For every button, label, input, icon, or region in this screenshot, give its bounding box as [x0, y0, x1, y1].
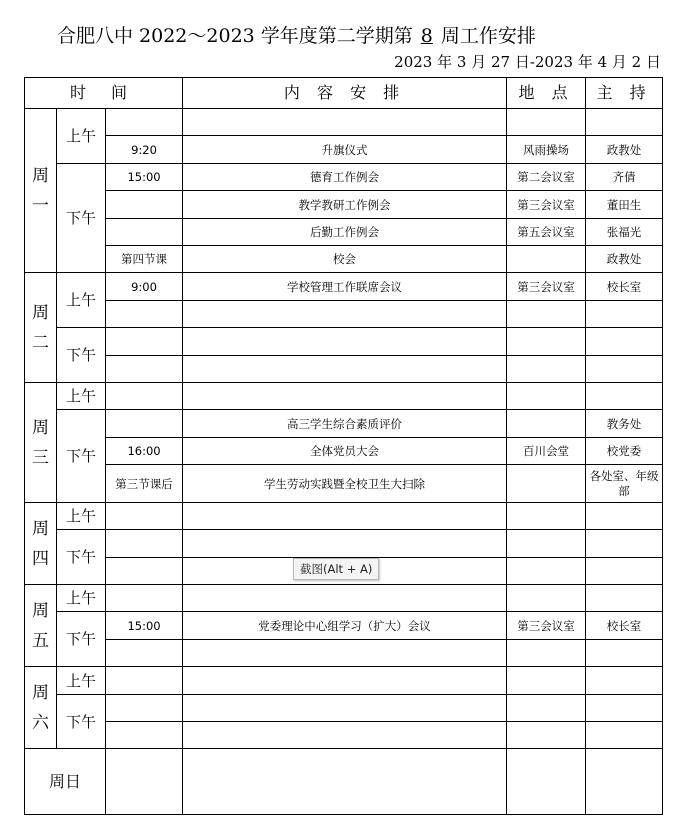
day-monday: 周 一	[25, 109, 57, 273]
location-cell: 第三会议室	[507, 191, 586, 219]
location-cell	[507, 246, 586, 273]
schedule-table	[24, 77, 663, 815]
content-cell: 全体党员大会	[183, 438, 507, 465]
am-label: 上午	[57, 109, 106, 164]
table-row	[25, 722, 663, 749]
location-cell	[507, 410, 586, 438]
table-row	[25, 640, 663, 667]
time-cell	[106, 410, 183, 438]
table-row	[25, 585, 663, 612]
time-cell: 9:00	[106, 273, 183, 301]
day-saturday: 周 六	[25, 667, 57, 749]
week-number: 8	[420, 25, 433, 47]
host-cell: 校长室	[586, 273, 663, 301]
page-title	[57, 22, 657, 50]
table-row	[25, 246, 663, 273]
pm-label: 下午	[57, 530, 106, 585]
host-cell: 政教处	[586, 246, 663, 273]
location-cell: 风雨操场	[507, 136, 586, 164]
content-cell: 后勤工作例会	[183, 219, 507, 246]
header-host: 主 持	[586, 78, 663, 109]
time-cell: 第三节课后	[106, 465, 183, 503]
am-label: 上午	[57, 585, 106, 612]
host-cell: 齐倩	[586, 164, 663, 191]
table-row	[25, 109, 663, 136]
screenshot-tooltip: 截图(Alt + A)	[293, 558, 379, 580]
table-row	[25, 273, 663, 301]
header-row	[25, 78, 663, 109]
table-row	[25, 191, 663, 219]
am-label: 上午	[57, 273, 106, 328]
am-label: 上午	[57, 503, 106, 530]
day-friday: 周 五	[25, 585, 57, 667]
location-cell: 第二会议室	[507, 164, 586, 191]
time-cell: 9:20	[106, 136, 183, 164]
content-cell: 教学教研工作例会	[183, 191, 507, 219]
title-prefix: 合肥八中 2022～2023 学年度第二学期第	[57, 25, 413, 47]
day-sunday: 周日	[25, 749, 106, 815]
pm-label: 下午	[57, 164, 106, 273]
location-cell: 第五会议室	[507, 219, 586, 246]
day-wednesday: 周 三	[25, 383, 57, 503]
table-row	[25, 356, 663, 383]
table-row	[25, 301, 663, 328]
date-range: 2023 年 3 月 27 日-2023 年 4 月 2 日	[394, 53, 661, 71]
host-cell: 校长室	[586, 612, 663, 640]
host-cell: 张福光	[586, 219, 663, 246]
table-row	[25, 410, 663, 438]
time-cell: 第四节课	[106, 246, 183, 273]
content-cell: 高三学生综合素质评价	[183, 410, 507, 438]
header-content: 内 容 安 排	[183, 78, 507, 109]
host-cell: 董田生	[586, 191, 663, 219]
table-row	[25, 530, 663, 558]
time-cell: 15:00	[106, 612, 183, 640]
pm-label: 下午	[57, 695, 106, 749]
table-row	[25, 612, 663, 640]
time-cell: 16:00	[106, 438, 183, 465]
table-row	[25, 749, 663, 815]
table-row	[25, 465, 663, 503]
pm-label: 下午	[57, 328, 106, 383]
table-row	[25, 503, 663, 530]
location-cell	[507, 465, 586, 503]
day-thursday: 周 四	[25, 503, 57, 585]
host-cell: 各处室、年级部	[586, 465, 663, 503]
table-row	[25, 136, 663, 164]
content-cell: 学校管理工作联席会议	[183, 273, 507, 301]
day-tuesday: 周 二	[25, 273, 57, 383]
pm-label: 下午	[57, 612, 106, 667]
host-cell: 校党委	[586, 438, 663, 465]
location-cell: 第三会议室	[507, 273, 586, 301]
table-row	[25, 383, 663, 410]
time-cell: 15:00	[106, 164, 183, 191]
header-location: 地 点	[507, 78, 586, 109]
table-row	[25, 219, 663, 246]
content-cell: 校会	[183, 246, 507, 273]
pm-label: 下午	[57, 410, 106, 503]
content-cell: 德育工作例会	[183, 164, 507, 191]
content-cell: 学生劳动实践暨全校卫生大扫除	[183, 465, 507, 503]
table-row	[25, 695, 663, 722]
header-time: 时 间	[25, 78, 183, 109]
time-cell	[106, 219, 183, 246]
host-cell: 政教处	[586, 136, 663, 164]
table-row	[25, 438, 663, 465]
host-cell: 教务处	[586, 410, 663, 438]
time-cell	[106, 191, 183, 219]
table-row	[25, 667, 663, 695]
table-row	[25, 164, 663, 191]
content-cell: 党委理论中心组学习（扩大）会议	[183, 612, 507, 640]
am-label: 上午	[57, 667, 106, 695]
am-label: 上午	[57, 383, 106, 410]
location-cell: 百川会堂	[507, 438, 586, 465]
location-cell: 第三会议室	[507, 612, 586, 640]
table-row	[25, 328, 663, 356]
content-cell: 升旗仪式	[183, 136, 507, 164]
title-suffix: 周工作安排	[440, 25, 536, 47]
